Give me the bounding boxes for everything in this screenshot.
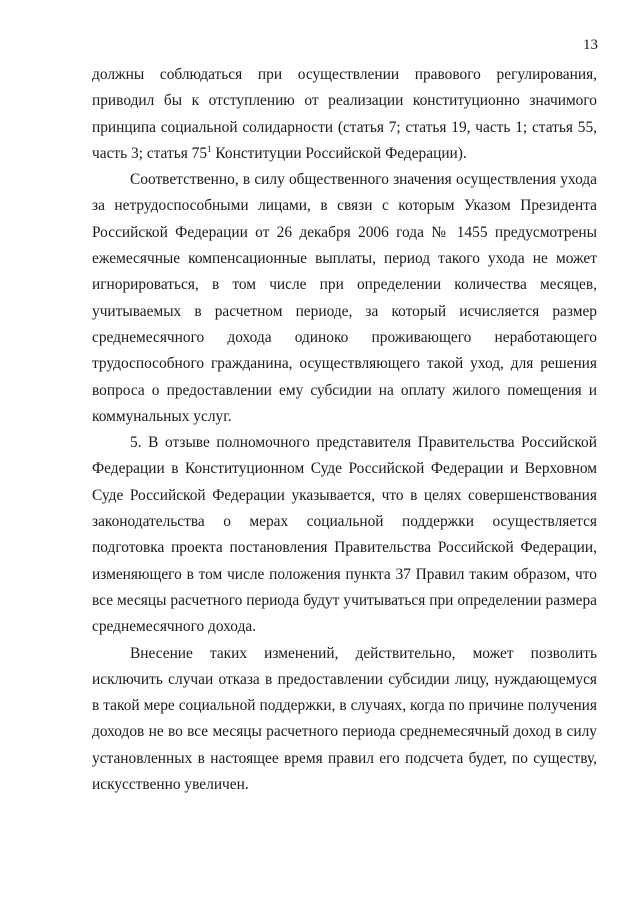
superscript-marker: 1 [207,143,212,154]
paragraph-text: должны соблюдаться при осуществлении правового регулирования, приводил бы к отступлению от реализации конституционно значимого принципа социальной солидарности (статья 7; статья 19, часть 1; статья 55, часть 3; статья 75 [92,66,597,162]
paragraph-text-tail: Конституции Российской Федерации). [211,144,467,162]
paragraph-proposed-changes: Внесение таких изменений, действительно, может позволить исключить случаи отказа в предоставлении субсидии лицу, нуждающемуся в такой мере социальной поддержки, в случаях, когда по причине получения доходов не во все месяцы расчетного периода среднемесячный доход в силу установленных в настоящее время правил его подсчета будет, по существу, искусственно увеличен. [92,644,597,794]
paragraph-continuation [92,62,597,167]
paragraph-government-review: 5. В отзыве полномочного представителя Правительства Российской Федерации в Конституционном Суде Российской Федерации и Верховном Суде Российской Федерации указывается, что в целях совершенствования законодательства о мерах социальной поддержки осуществляется подготовка проекта постановления Правительства Российской Федерации, изменяющего в том числе положения пункта 37 Правил таким образом, что все месяцы расчетного периода будут учитываться при определении размера среднемесячного дохода. [92,434,597,636]
page-number: 13 [583,37,598,53]
document-body [92,62,597,798]
paragraph-care-period: Соответственно, в силу общественного значения осуществления ухода за нетрудоспособными лицами, в связи с которым Указом Президента Российской Федерации от 26 декабря 2006 года № 1455 предусмотрены ежемесячные компенсационные выплаты, период такого ухода не может игнорироваться, в том числе при определении количества месяцев, учитываемых в расчетном периоде, за который исчисляется размер среднемесячного дохода одиноко проживающего неработающего трудоспособного гражданина, осуществляющего такой уход, для решения вопроса о предоставлении ему субсидии на оплату жилого помещения и коммунальных услуг. [92,171,597,425]
